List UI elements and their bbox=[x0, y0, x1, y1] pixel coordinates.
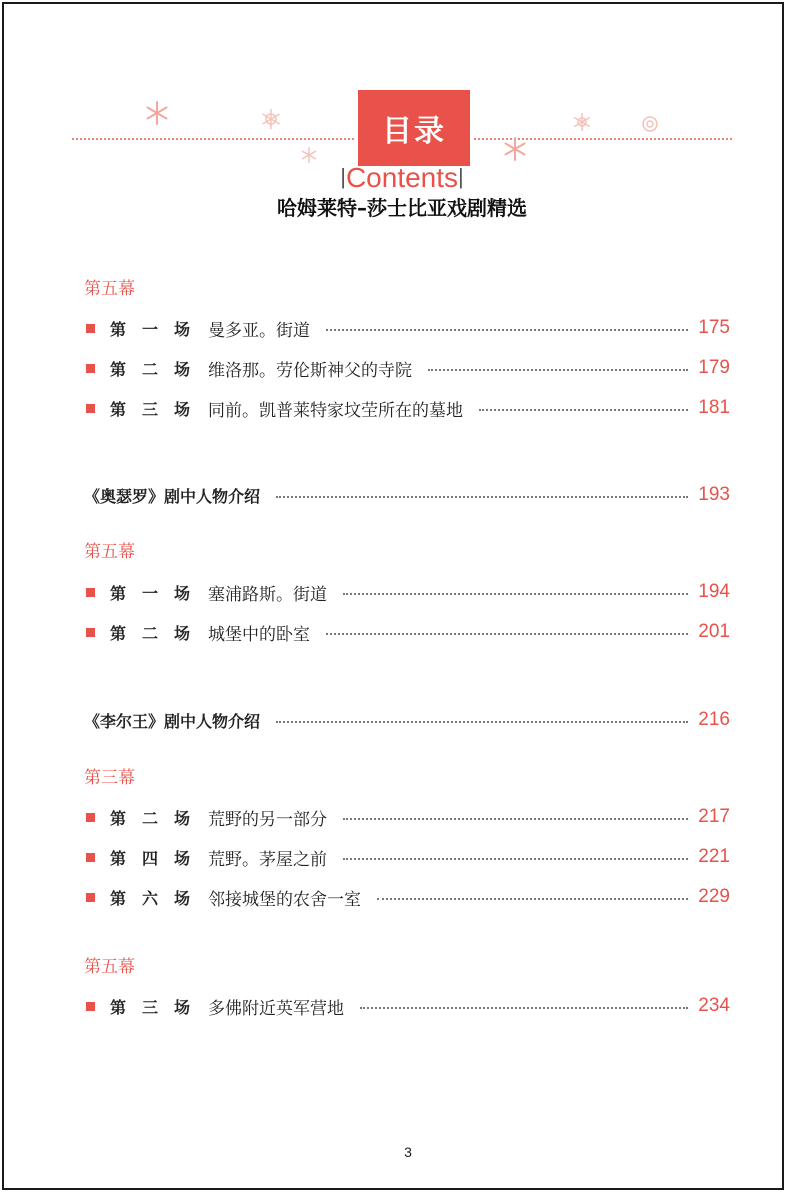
scene-label: 第 三 场 bbox=[110, 997, 190, 1017]
bullet-square-icon bbox=[86, 1002, 95, 1011]
dot-leader bbox=[343, 593, 688, 595]
dot-leader bbox=[343, 818, 688, 820]
scene-location: 塞浦路斯。街道 bbox=[208, 584, 327, 605]
dot-leader bbox=[276, 496, 688, 498]
contents-bar-left: | bbox=[340, 164, 346, 189]
scene-location: 荒野的另一部分 bbox=[208, 809, 327, 830]
page-footer-number: 3 bbox=[404, 1144, 412, 1160]
scene-label: 第 三 场 bbox=[110, 399, 190, 419]
scene-location: 多佛附近英军营地 bbox=[208, 998, 344, 1019]
toc-entry[interactable] bbox=[84, 354, 730, 382]
snowflake-icon bbox=[502, 136, 528, 162]
page-number: 229 bbox=[698, 886, 730, 907]
act-heading: 第五幕 bbox=[84, 957, 135, 977]
dot-leader bbox=[326, 329, 688, 331]
snowflake-icon bbox=[300, 146, 318, 164]
scene-location: 邻接城堡的农舍一室 bbox=[208, 889, 361, 910]
page-number: 201 bbox=[698, 621, 730, 642]
act-heading: 第五幕 bbox=[84, 542, 135, 562]
page-number: 193 bbox=[698, 484, 730, 505]
contents-bar-right: | bbox=[458, 164, 464, 189]
contents-label bbox=[326, 160, 478, 195]
snowflake-icon bbox=[144, 100, 170, 126]
toc-entry[interactable] bbox=[84, 618, 730, 646]
bullet-square-icon bbox=[86, 628, 95, 637]
page-number: 234 bbox=[698, 995, 730, 1016]
dot-leader bbox=[343, 858, 688, 860]
act-heading: 第五幕 bbox=[84, 279, 135, 299]
toc-header bbox=[4, 4, 782, 234]
toc-page bbox=[2, 2, 784, 1190]
snowflake-icon bbox=[572, 112, 592, 132]
bullet-square-icon bbox=[86, 364, 95, 373]
book-subtitle: 哈姆莱特–莎士比亚戏剧精选 bbox=[277, 196, 527, 220]
dot-leader bbox=[326, 633, 688, 635]
bullet-square-icon bbox=[86, 893, 95, 902]
toc-entry[interactable] bbox=[84, 883, 730, 911]
toc-entry[interactable] bbox=[84, 314, 730, 342]
scene-label: 第 二 场 bbox=[110, 359, 190, 379]
page-number: 179 bbox=[698, 357, 730, 378]
scene-location: 荒野。茅屋之前 bbox=[208, 849, 327, 870]
scene-location: 维洛那。劳伦斯神父的寺院 bbox=[208, 360, 412, 381]
bullet-square-icon bbox=[86, 404, 95, 413]
scene-label: 第 六 场 bbox=[110, 888, 190, 908]
toc-entry[interactable] bbox=[84, 843, 730, 871]
header-dotted-rule-left bbox=[72, 138, 354, 140]
scene-label: 第 一 场 bbox=[110, 583, 190, 603]
work-entry-king-lear[interactable] bbox=[84, 706, 730, 734]
dot-leader bbox=[428, 369, 688, 371]
toc-title-box bbox=[358, 90, 470, 166]
dot-leader bbox=[377, 898, 688, 900]
work-title: 《奥瑟罗》剧中人物介绍 bbox=[84, 486, 261, 506]
scene-label: 第 二 场 bbox=[110, 808, 190, 828]
page-number: 216 bbox=[698, 709, 730, 730]
bullet-square-icon bbox=[86, 853, 95, 862]
dot-leader bbox=[479, 409, 688, 411]
bullet-square-icon bbox=[86, 324, 95, 333]
scene-label: 第 四 场 bbox=[110, 848, 190, 868]
bullet-square-icon bbox=[86, 813, 95, 822]
dot-leader bbox=[360, 1007, 688, 1009]
toc-entry[interactable] bbox=[84, 578, 730, 606]
scene-location: 同前。凯普莱特家坟茔所在的墓地 bbox=[208, 400, 463, 421]
bullet-square-icon bbox=[86, 588, 95, 597]
scene-label: 第 二 场 bbox=[110, 623, 190, 643]
dot-leader bbox=[276, 721, 688, 723]
page-number: 175 bbox=[698, 317, 730, 338]
scene-location: 曼多亚。街道 bbox=[208, 320, 310, 341]
snowflake-icon bbox=[260, 108, 282, 130]
work-title: 《李尔王》剧中人物介绍 bbox=[84, 711, 261, 731]
page-number: 181 bbox=[698, 397, 730, 418]
work-entry-othello[interactable] bbox=[84, 481, 730, 509]
page-number: 221 bbox=[698, 846, 730, 867]
contents-word: Contents bbox=[345, 162, 459, 193]
toc-title: 目录 bbox=[382, 114, 446, 149]
page-number: 194 bbox=[698, 581, 730, 602]
scene-location: 城堡中的卧室 bbox=[208, 624, 310, 645]
page-number: 217 bbox=[698, 806, 730, 827]
act-heading: 第三幕 bbox=[84, 768, 135, 788]
snowflake-icon bbox=[640, 114, 660, 134]
toc-entry[interactable] bbox=[84, 992, 730, 1020]
toc-entry[interactable] bbox=[84, 803, 730, 831]
scene-label: 第 一 场 bbox=[110, 319, 190, 339]
toc-entry[interactable] bbox=[84, 394, 730, 422]
